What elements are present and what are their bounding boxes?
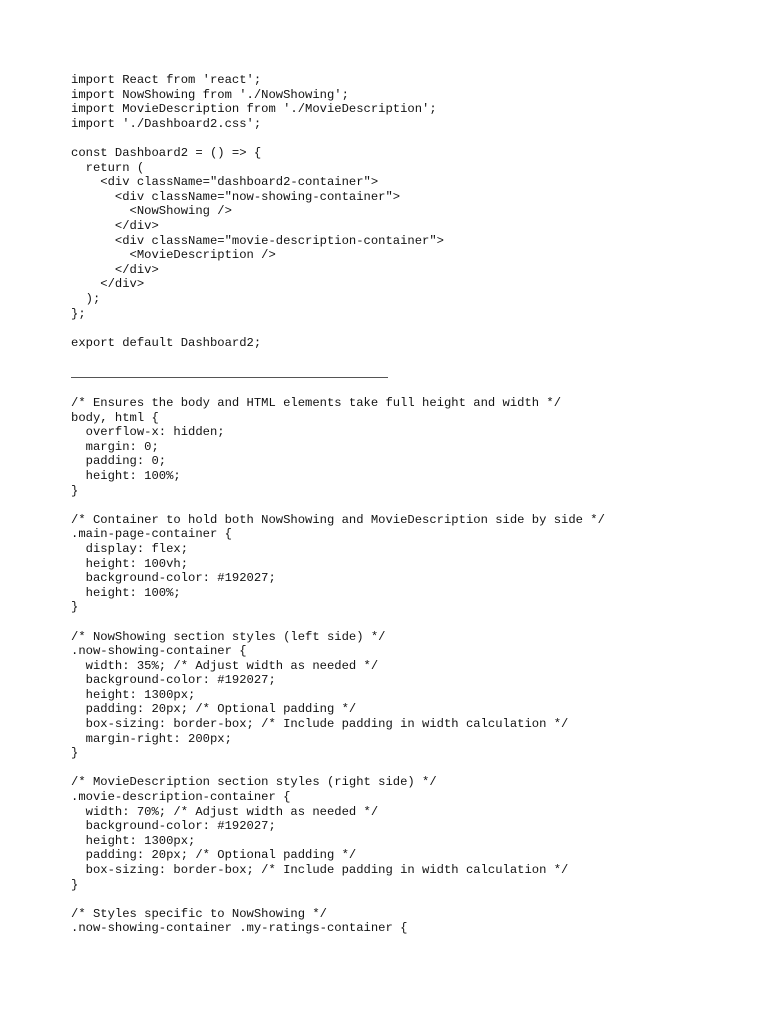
jsx-code-block: import React from 'react'; import NowShowing from './NowShowing'; import MovieDescription from './MovieDescription'; import './Dashboard2.css'; const Dashboard2 = () => { return ( <div className="dashboard2-container"> <div className="now-showing-container"> <NowShowing /> </div> <div className="movie-description-container"> <MovieDescription /> </div> </div> ); }; export default Dashboard2;	[71, 73, 444, 350]
section-divider	[71, 377, 388, 378]
css-code-block: /* Ensures the body and HTML elements take full height and width */ body, html { overflow-x: hidden; margin: 0; padding: 0; height: 100%; } /* Container to hold both NowShowing and MovieDescription side by side */ .main-page-container { display: flex; height: 100vh; background-color: #192027; height: 100%; } /* NowShowing section styles (left side) */ .now-showing-container { width: 35%; /* Adjust width as needed */ background-color: #192027; height: 1300px; padding: 20px; /* Optional padding */ box-sizing: border-box; /* Include padding in width calculation */ margin-right: 200px; } /* MovieDescription section styles (right side) */ .movie-description-container { width: 70%; /* Adjust width as needed */ background-color: #192027; height: 1300px; padding: 20px; /* Optional padding */ box-sizing: border-box; /* Include padding in width calculation */ } /* Styles specific to NowShowing */ .now-showing-container .my-ratings-container {	[71, 396, 605, 936]
